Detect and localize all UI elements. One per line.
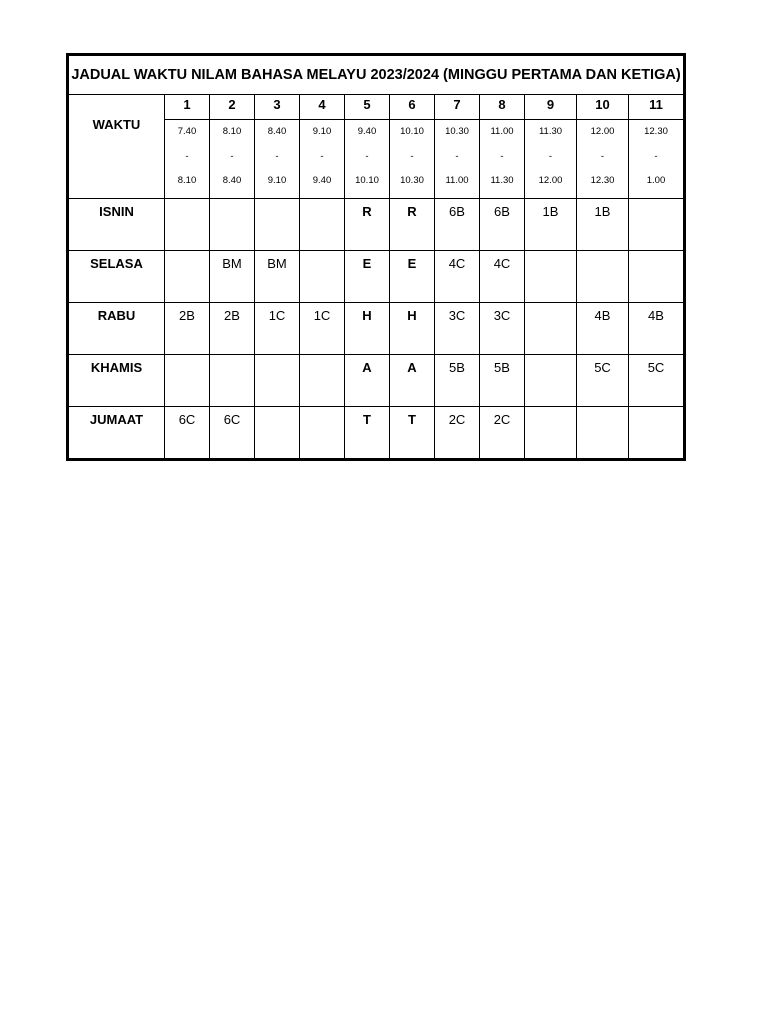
slot-cell: 2B bbox=[165, 303, 210, 355]
slot-cell bbox=[255, 199, 300, 251]
slot-cell bbox=[577, 407, 629, 460]
slot-cell: 5B bbox=[480, 355, 525, 407]
slot-cell bbox=[525, 303, 577, 355]
period-time-2 bbox=[210, 120, 255, 199]
period-time-end: 1.00 bbox=[646, 175, 666, 186]
period-time-start: 12.00 bbox=[590, 126, 615, 137]
day-row-rabu bbox=[68, 303, 685, 355]
slot-cell: A bbox=[345, 355, 390, 407]
period-time-11 bbox=[629, 120, 685, 199]
period-time-sep: - bbox=[654, 150, 658, 162]
period-number-7: 7 bbox=[435, 95, 480, 120]
period-number-11: 11 bbox=[629, 95, 685, 120]
slot-cell bbox=[300, 407, 345, 460]
period-number-9: 9 bbox=[525, 95, 577, 120]
period-time-start: 12.30 bbox=[644, 126, 668, 137]
slot-cell: 3C bbox=[435, 303, 480, 355]
slot-cell: 5B bbox=[435, 355, 480, 407]
slot-cell: 2B bbox=[210, 303, 255, 355]
slot-cell: 6C bbox=[210, 407, 255, 460]
slot-cell: T bbox=[390, 407, 435, 460]
period-number-8: 8 bbox=[480, 95, 525, 120]
period-time-sep: - bbox=[185, 150, 189, 162]
slot-cell: 6B bbox=[480, 199, 525, 251]
period-time-end: 9.40 bbox=[312, 175, 332, 186]
period-time-1 bbox=[165, 120, 210, 199]
slot-cell bbox=[629, 251, 685, 303]
period-time-start: 11.00 bbox=[490, 126, 514, 137]
period-time-start: 11.30 bbox=[538, 126, 563, 137]
period-time-end: 12.30 bbox=[590, 175, 615, 186]
slot-cell bbox=[210, 355, 255, 407]
slot-cell: 5C bbox=[629, 355, 685, 407]
period-time-start: 10.30 bbox=[445, 126, 469, 137]
period-number-10: 10 bbox=[577, 95, 629, 120]
slot-cell: T bbox=[345, 407, 390, 460]
slot-cell: H bbox=[390, 303, 435, 355]
day-label: RABU bbox=[68, 303, 165, 355]
period-time-sep: - bbox=[500, 150, 504, 162]
slot-cell: 4C bbox=[480, 251, 525, 303]
slot-cell: A bbox=[390, 355, 435, 407]
period-time-sep: - bbox=[320, 150, 324, 162]
period-number-3: 3 bbox=[255, 95, 300, 120]
timetable-title: JADUAL WAKTU NILAM BAHASA MELAYU 2023/2024 (MINGGU PERTAMA DAN KETIGA) bbox=[68, 55, 685, 95]
period-time-sep: - bbox=[455, 150, 459, 162]
slot-cell: E bbox=[390, 251, 435, 303]
slot-cell bbox=[255, 407, 300, 460]
slot-cell: 6C bbox=[165, 407, 210, 460]
slot-cell: 3C bbox=[480, 303, 525, 355]
day-row-selasa bbox=[68, 251, 685, 303]
slot-cell bbox=[165, 355, 210, 407]
slot-cell: BM bbox=[255, 251, 300, 303]
timetable bbox=[66, 53, 686, 461]
period-time-9 bbox=[525, 120, 577, 199]
waktu-header: WAKTU bbox=[68, 95, 165, 199]
period-time-6 bbox=[390, 120, 435, 199]
slot-cell bbox=[525, 407, 577, 460]
period-time-7 bbox=[435, 120, 480, 199]
period-time-start: 10.10 bbox=[400, 126, 424, 137]
slot-cell: 4B bbox=[577, 303, 629, 355]
slot-cell: 5C bbox=[577, 355, 629, 407]
slot-cell: 4B bbox=[629, 303, 685, 355]
slot-cell: R bbox=[390, 199, 435, 251]
slot-cell: R bbox=[345, 199, 390, 251]
slot-cell bbox=[165, 199, 210, 251]
slot-cell: 1B bbox=[577, 199, 629, 251]
slot-cell: E bbox=[345, 251, 390, 303]
slot-cell bbox=[210, 199, 255, 251]
slot-cell bbox=[300, 199, 345, 251]
title-row bbox=[68, 55, 685, 95]
slot-cell bbox=[577, 251, 629, 303]
period-number-6: 6 bbox=[390, 95, 435, 120]
slot-cell bbox=[300, 251, 345, 303]
period-time-end: 11.30 bbox=[490, 175, 514, 186]
period-time-end: 10.10 bbox=[355, 175, 379, 186]
slot-cell bbox=[629, 199, 685, 251]
day-row-isnin bbox=[68, 199, 685, 251]
period-time-start: 8.10 bbox=[222, 126, 242, 137]
period-time-3 bbox=[255, 120, 300, 199]
period-time-sep: - bbox=[230, 150, 234, 162]
slot-cell bbox=[525, 251, 577, 303]
period-number-5: 5 bbox=[345, 95, 390, 120]
day-row-jumaat bbox=[68, 407, 685, 460]
slot-cell: BM bbox=[210, 251, 255, 303]
period-time-start: 8.40 bbox=[267, 126, 287, 137]
slot-cell: 2C bbox=[480, 407, 525, 460]
slot-cell bbox=[255, 355, 300, 407]
period-number-2: 2 bbox=[210, 95, 255, 120]
period-time-start: 7.40 bbox=[177, 126, 197, 137]
slot-cell: 1B bbox=[525, 199, 577, 251]
period-time-sep: - bbox=[365, 150, 369, 162]
period-time-start: 9.40 bbox=[357, 126, 377, 137]
period-time-sep: - bbox=[548, 150, 553, 162]
slot-cell bbox=[629, 407, 685, 460]
day-row-khamis bbox=[68, 355, 685, 407]
period-time-10 bbox=[577, 120, 629, 199]
period-time-end: 8.40 bbox=[222, 175, 242, 186]
period-time-4 bbox=[300, 120, 345, 199]
period-time-end: 10.30 bbox=[400, 175, 424, 186]
period-time-start: 9.10 bbox=[312, 126, 332, 137]
day-label: KHAMIS bbox=[68, 355, 165, 407]
period-time-5 bbox=[345, 120, 390, 199]
period-time-sep: - bbox=[410, 150, 414, 162]
slot-cell: 1C bbox=[300, 303, 345, 355]
slot-cell bbox=[300, 355, 345, 407]
slot-cell: 6B bbox=[435, 199, 480, 251]
day-label: SELASA bbox=[68, 251, 165, 303]
day-label: JUMAAT bbox=[68, 407, 165, 460]
period-time-end: 8.10 bbox=[177, 175, 197, 186]
period-time-end: 11.00 bbox=[445, 175, 469, 186]
slot-cell bbox=[165, 251, 210, 303]
period-number-row bbox=[68, 95, 685, 120]
period-number-4: 4 bbox=[300, 95, 345, 120]
period-time-8 bbox=[480, 120, 525, 199]
period-time-end: 12.00 bbox=[538, 175, 563, 186]
slot-cell: 4C bbox=[435, 251, 480, 303]
slot-cell: 2C bbox=[435, 407, 480, 460]
period-time-sep: - bbox=[275, 150, 279, 162]
period-time-end: 9.10 bbox=[267, 175, 287, 186]
slot-cell: H bbox=[345, 303, 390, 355]
day-label: ISNIN bbox=[68, 199, 165, 251]
slot-cell: 1C bbox=[255, 303, 300, 355]
slot-cell bbox=[525, 355, 577, 407]
period-time-sep: - bbox=[600, 150, 605, 162]
period-number-1: 1 bbox=[165, 95, 210, 120]
